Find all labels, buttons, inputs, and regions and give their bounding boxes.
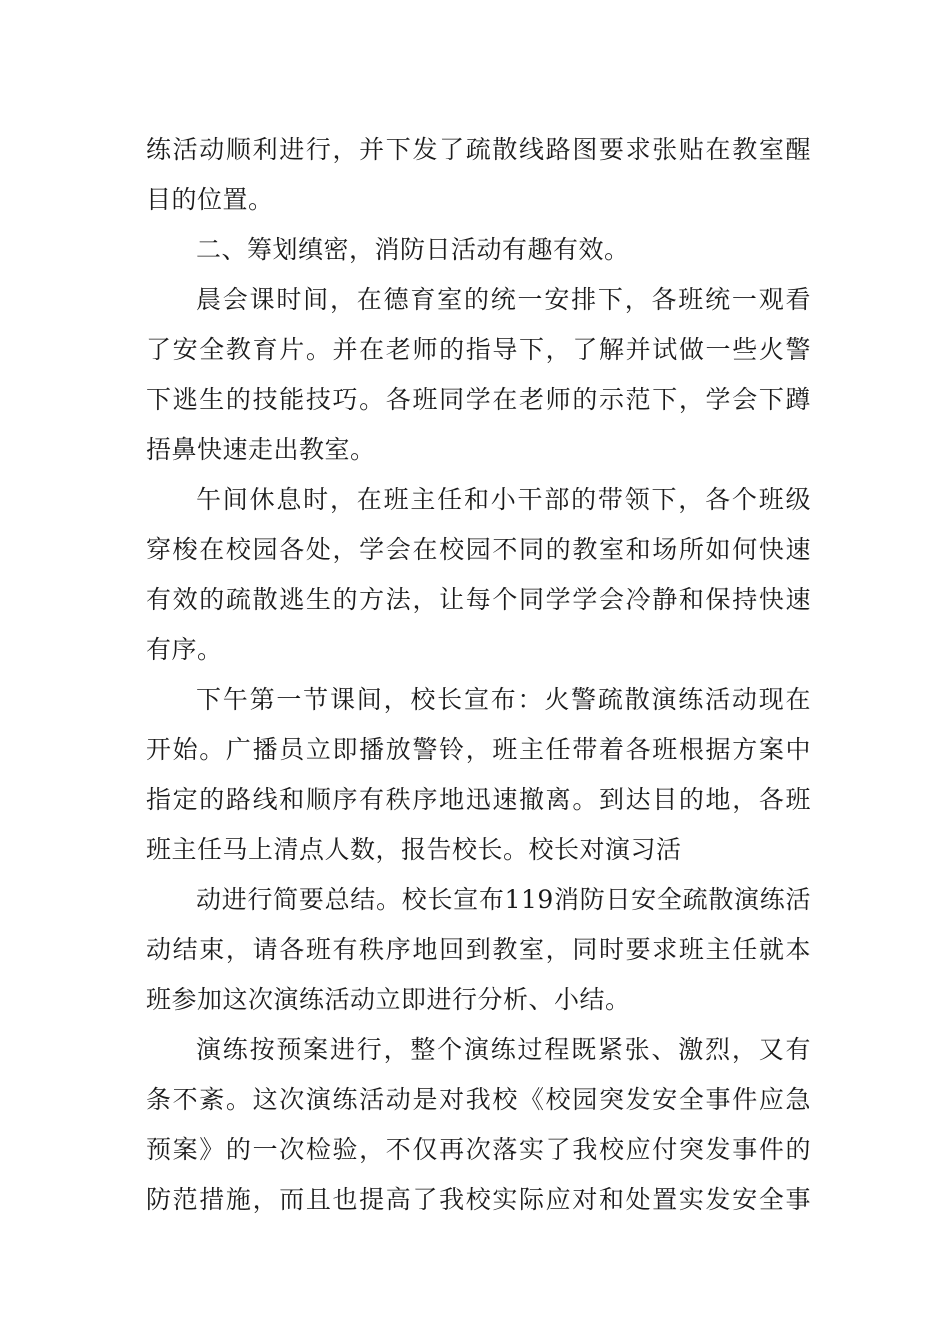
text-line-18: 班参加这次演练活动立即进行分析、小结。 xyxy=(146,985,631,1014)
text-line-10: 有效的疏散逃生的方法，让每个同学学会冷静和保持快速 xyxy=(146,585,811,614)
text-line-2: 目的位置。 xyxy=(146,185,274,214)
text-line-8: 午间休息时，在班主任和小干部的带领下，各个班级 xyxy=(196,485,811,514)
text-line-1: 练活动顺利进行，并下发了疏散线路图要求张贴在教室醒 xyxy=(146,135,811,164)
section-heading: 二、筹划缜密，消防日活动有趣有效。 xyxy=(196,235,630,264)
text-line-5: 了安全教育片。并在老师的指导下，了解并试做一些火警 xyxy=(146,335,811,364)
text-line-16: 动进行简要总结。校长宣布119消防日安全疏散演练活 xyxy=(196,885,811,914)
text-line-6: 下逃生的技能技巧。各班同学在老师的示范下，学会下蹲 xyxy=(146,385,811,414)
text-line-4: 晨会课时间，在德育室的统一安排下，各班统一观看 xyxy=(196,285,811,314)
text-line-21: 预案》的一次检验，不仅再次落实了我校应付突发事件的 xyxy=(146,1135,811,1164)
text-line-20: 条不紊。这次演练活动是对我校《校园突发安全事件应急 xyxy=(146,1085,811,1114)
text-line-7: 捂鼻快速走出教室。 xyxy=(146,435,376,464)
text-line-9: 穿梭在校园各处，学会在校园不同的教室和场所如何快速 xyxy=(146,535,811,564)
text-line-19: 演练按预案进行，整个演练过程既紧张、激烈，又有 xyxy=(196,1035,811,1064)
text-line-22: 防范措施，而且也提高了我校实际应对和处置实发安全事 xyxy=(146,1185,811,1214)
text-line-11: 有序。 xyxy=(146,635,223,664)
text-line-17: 动结束，请各班有秩序地回到教室，同时要求班主任就本 xyxy=(146,935,811,964)
text-line-15: 班主任马上清点人数，报告校长。校长对演习活 xyxy=(146,835,682,864)
text-line-14: 指定的路线和顺序有秩序地迅速撤离。到达目的地，各班 xyxy=(146,785,811,814)
text-line-12: 下午第一节课间，校长宣布：火警疏散演练活动现在 xyxy=(196,685,811,714)
text-line-13: 开始。广播员立即播放警铃，班主任带着各班根据方案中 xyxy=(146,735,811,764)
